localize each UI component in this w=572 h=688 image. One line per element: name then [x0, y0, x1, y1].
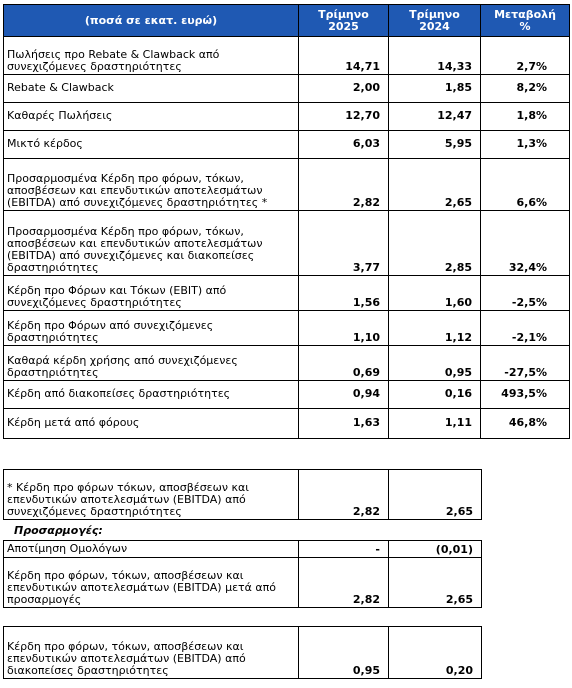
value-2025: 14,71	[299, 37, 389, 75]
row-label: Κέρδη προ Φόρων και Τόκων (EBIT) από συνεχιζόμενες δραστηριότητες	[4, 276, 299, 311]
table-row	[4, 346, 570, 381]
value-2024: 5,95	[389, 131, 481, 159]
table-row	[4, 159, 570, 211]
table-row	[4, 627, 482, 679]
value-2025: 2,82	[299, 159, 389, 211]
table-row	[4, 103, 570, 131]
row-label: Κέρδη από διακοπείσες δραστηριότητες	[4, 381, 299, 409]
value-2024: 1,12	[389, 311, 481, 346]
row-label: Κέρδη μετά από φόρους	[4, 409, 299, 439]
row-label: * Κέρδη προ φόρων τόκων, αποσβέσεων και επενδυτικών αποτελεσμάτων (EBITDA) από συνεχιζόμενες δραστηριότητες	[4, 470, 299, 520]
amounts-unit-header: (ποσά σε εκατ. ευρώ)	[4, 5, 299, 37]
column-header-2024: Τρίμηνο 2024	[389, 5, 481, 37]
row-label: Καθαρά κέρδη χρήσης από συνεχιζόμενες δραστηριότητες	[4, 346, 299, 381]
table-row	[4, 470, 482, 520]
value-2024: (0,01)	[389, 541, 482, 558]
value-2024: 12,47	[389, 103, 481, 131]
value-2025: 0,94	[299, 381, 389, 409]
value-2025: 0,95	[299, 627, 389, 679]
value-2025: 1,63	[299, 409, 389, 439]
table-row	[4, 381, 570, 409]
value-2024: 2,65	[389, 558, 482, 608]
value-2025: 1,10	[299, 311, 389, 346]
value-2024: 0,95	[389, 346, 481, 381]
value-2024: 1,85	[389, 75, 481, 103]
table-row	[4, 541, 482, 558]
value-2024: 0,16	[389, 381, 481, 409]
row-label: Αποτίμηση Ομολόγων	[4, 541, 299, 558]
value-2025: 2,82	[299, 470, 389, 520]
value-2024: 2,85	[389, 211, 481, 276]
value-2025: 3,77	[299, 211, 389, 276]
value-2025: 2,82	[299, 558, 389, 608]
change-percent: -2,1%	[481, 311, 570, 346]
row-label: Κέρδη προ φόρων, τόκων, αποσβέσεων και επενδυτικών αποτελεσμάτων (EBITDA) από διακοπείσες δραστηριότητες	[4, 627, 299, 679]
row-label: Κέρδη προ φόρων, τόκων, αποσβέσεων και επενδυτικών αποτελεσμάτων (EBITDA) μετά από προσαρμογές	[4, 558, 299, 608]
table-row	[4, 211, 570, 276]
value-2025: 0,69	[299, 346, 389, 381]
table-row	[4, 558, 482, 608]
row-label: Κέρδη προ Φόρων από συνεχιζόμενες δραστηριότητες	[4, 311, 299, 346]
change-percent: 32,4%	[481, 211, 570, 276]
adjustments-table	[3, 540, 482, 608]
row-label: Καθαρές Πωλήσεις	[4, 103, 299, 131]
ebitda-reconciliation-table	[3, 469, 482, 520]
value-2024: 0,20	[389, 627, 482, 679]
value-2024: 14,33	[389, 37, 481, 75]
row-label: Προσαρμοσμένα Κέρδη προ φόρων, τόκων, αποσβέσεων και επενδυτικών αποτελεσμάτων (EBITDA) από συνεχιζόμενες και διακοπείσες δραστηριότητες	[4, 211, 299, 276]
table-row	[4, 276, 570, 311]
value-2025: 6,03	[299, 131, 389, 159]
row-label: Πωλήσεις προ Rebate & Clawback από συνεχιζόμενες δραστηριότητες	[4, 37, 299, 75]
change-percent: 46,8%	[481, 409, 570, 439]
value-2024: 1,60	[389, 276, 481, 311]
change-percent: 8,2%	[481, 75, 570, 103]
table-row	[4, 409, 570, 439]
table-row	[4, 75, 570, 103]
row-label: Μικτό κέρδος	[4, 131, 299, 159]
value-2025: -	[299, 541, 389, 558]
value-2024: 2,65	[389, 470, 482, 520]
column-header-2025: Τρίμηνο 2025	[299, 5, 389, 37]
table-row	[4, 37, 570, 75]
change-percent: -2,5%	[481, 276, 570, 311]
value-2024: 1,11	[389, 409, 481, 439]
value-2025: 1,56	[299, 276, 389, 311]
table-row	[4, 131, 570, 159]
change-percent: 493,5%	[481, 381, 570, 409]
financial-results-table	[3, 4, 570, 439]
table-header-row	[4, 5, 570, 37]
discontinued-ebitda-table	[3, 626, 482, 679]
change-percent: 1,3%	[481, 131, 570, 159]
change-percent: -27,5%	[481, 346, 570, 381]
column-header-change: Μεταβολή %	[481, 5, 570, 37]
table-row	[4, 311, 570, 346]
change-percent: 6,6%	[481, 159, 570, 211]
adjustments-title: Προσαρμογές:	[14, 524, 103, 537]
value-2025: 2,00	[299, 75, 389, 103]
row-label: Προσαρμοσμένα Κέρδη προ φόρων, τόκων, αποσβέσεων και επενδυτικών αποτελεσμάτων (EBITDA) από συνεχιζόμενες δραστηριότητες *	[4, 159, 299, 211]
change-percent: 2,7%	[481, 37, 570, 75]
change-percent: 1,8%	[481, 103, 570, 131]
row-label: Rebate & Clawback	[4, 75, 299, 103]
value-2025: 12,70	[299, 103, 389, 131]
value-2024: 2,65	[389, 159, 481, 211]
